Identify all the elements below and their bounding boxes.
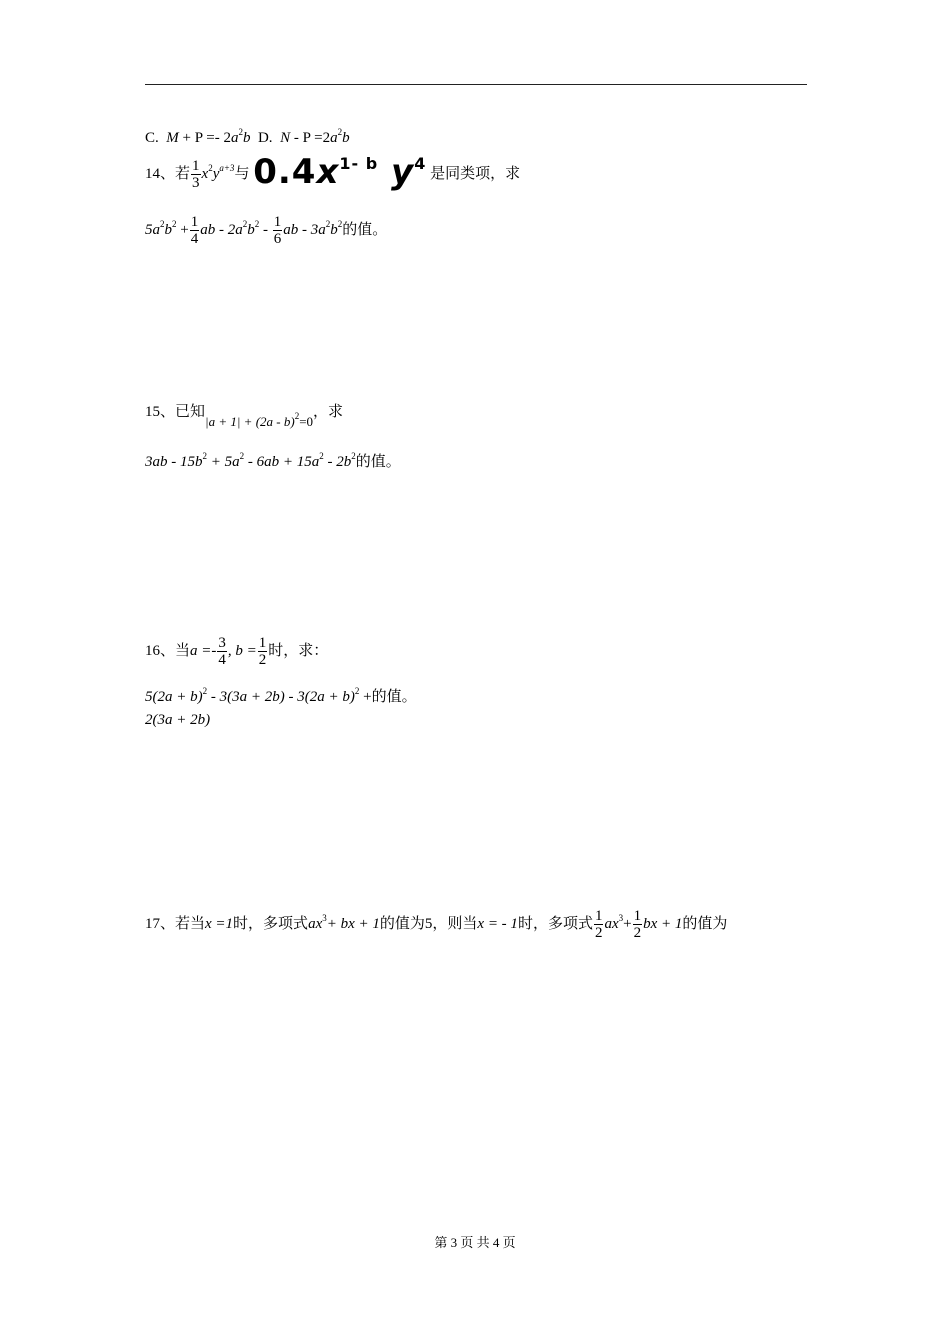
option-d-label: D. (257, 130, 273, 146)
q13-options: C. $M + P =- 2a^2b$ D. $N - P =2a^2b$ (145, 127, 350, 146)
q16-expression: $5(2a + b)^2 - 3(3a + 2b) - 3(2a + b)^2$ +的值。 (145, 686, 417, 705)
page-footer: 第 3 页 共 4 页 (434, 1235, 516, 1250)
option-c-label: C. (145, 130, 159, 146)
q14-expression: $5a^2b^2$ + $\frac{1}{4}$ ab - $2a^2b^2$ - $\frac{1}{6}$ ab - $3a^2b^2$的值。 (145, 214, 388, 247)
q15-expression: $3ab - 15b^2 + 5a^2 - 6ab + 15a^2 - 2b^2$的值。 (145, 451, 401, 470)
header-rule (145, 84, 807, 85)
q16-question: 16、当a =- $\frac{3}{4}$ , b = $\frac{1}{2}$ 时，求： (145, 635, 329, 668)
q15-question: 15、已知|a + 1| + (2a - b)$^2$=0，求 (145, 404, 344, 429)
fraction: $\frac{1}{3}$ (192, 158, 200, 191)
large-monomial: $0.4x^{1- b}$ $y^4$ (253, 151, 427, 192)
q16-expression-line2: 2(3a + 2b) (145, 712, 211, 728)
q14-question: 14、若 $\frac{1}{3}$ $x^2y^{a+3}$与 $0.4x^{1- b}$ $y^4$ 是同类项，求 (145, 151, 521, 192)
q17-question: 17、若当x =1时，多项式$ax^3+$ bx + 1的值为5，则当x = - 1时，多项式 $\frac{1}{2}$ $ax^3+$ $\frac{1}{2}$ bx + 1的值为 (145, 908, 728, 941)
